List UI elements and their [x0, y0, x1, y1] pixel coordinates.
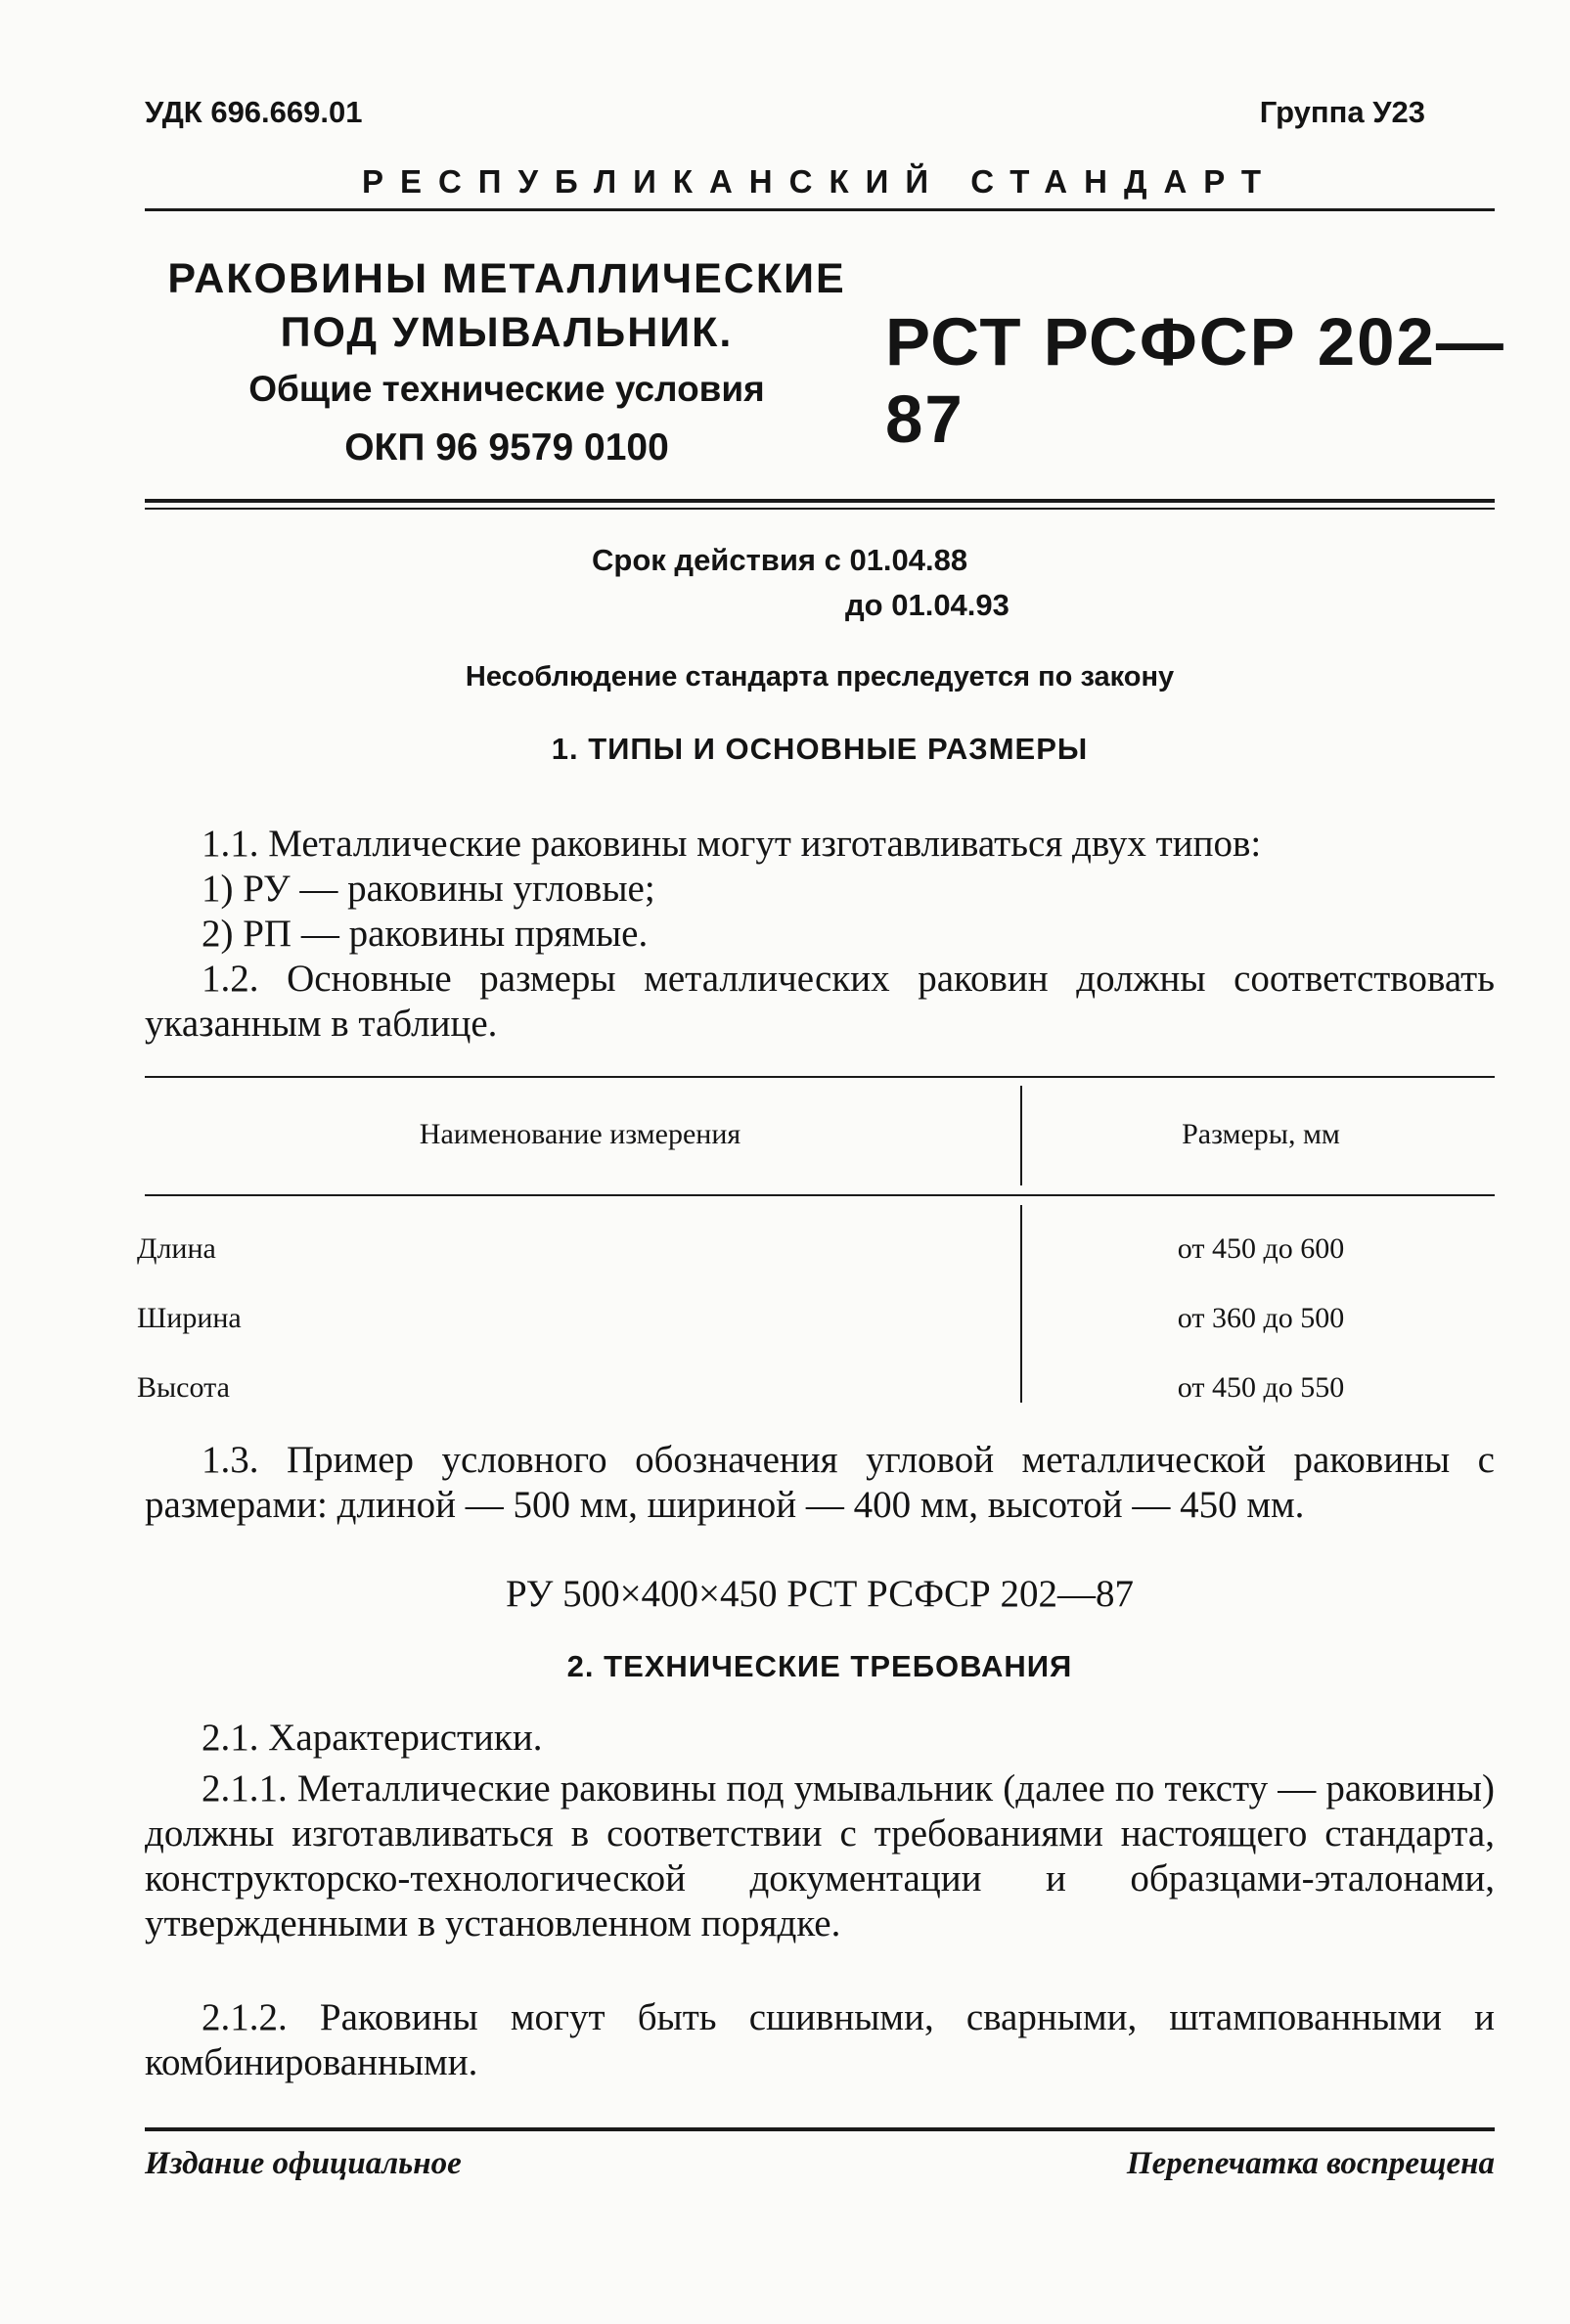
law-notice: Несоблюдение стандарта преследуется по закону: [465, 661, 1175, 693]
title-rule-thin: [145, 508, 1495, 510]
standard-designation: РСТ РСФСР 202—87: [885, 304, 1505, 457]
table-header-rule: [145, 1194, 1495, 1196]
table-row-value: от 360 до 500: [1177, 1302, 1345, 1334]
paragraph-1-1-item-1: 1) РУ — раковины угловые;: [202, 868, 655, 910]
footer-rule: [145, 2127, 1495, 2131]
paragraph-1-3: 1.3. Пример условного обозначения угловой металлической раковины с размерами: длиной — 500 мм, шириной — 400 мм, высотой — 450 мм.: [145, 1439, 1495, 1526]
title-block: [145, 252, 869, 477]
paragraph-2-1-1: 2.1.1. Металлические раковины под умывальник (далее по тексту — раковины) должны изготавливаться в соответствии с требованиями настоящего стандарта, конструкторско-технологической документации и образцами-эталонами, утвержденными в установленном порядке.: [145, 1767, 1495, 1944]
paragraph-1-2: 1.2. Основные размеры металлических раковин должны соответствовать указанным в таблице.: [145, 958, 1495, 1045]
header-rule: [145, 208, 1495, 211]
table-row-value: от 450 до 550: [1177, 1371, 1345, 1404]
title-line-1: РАКОВИНЫ МЕТАЛЛИЧЕСКИЕ: [167, 255, 846, 302]
section-1-heading: 1. ТИПЫ И ОСНОВНЫЕ РАЗМЕРЫ: [551, 732, 1089, 766]
table-header-size: Размеры, мм: [1182, 1118, 1340, 1150]
table-row-name: Длина: [137, 1232, 216, 1265]
paragraph-1-1: 1.1. Металлические раковины могут изготавливаться двух типов:: [202, 823, 1262, 865]
title-line-2: ПОД УМЫВАЛЬНИК.: [280, 309, 734, 356]
group-code: Группа У23: [1259, 95, 1425, 129]
table-header-name: Наименование измерения: [419, 1118, 741, 1150]
okp-code: ОКП 96 9579 0100: [344, 426, 669, 469]
udk-code: УДК 696.669.01: [145, 95, 363, 129]
table-column-divider: [1020, 1205, 1022, 1403]
paragraph-2-1-2: 2.1.2. Раковины могут быть сшивными, сварными, штампованными и комбинированными.: [145, 1996, 1495, 2083]
paragraph-2-1: 2.1. Характеристики.: [202, 1717, 543, 1759]
validity-period: [592, 538, 1009, 628]
validity-to: до 01.04.93: [845, 588, 1009, 622]
footer-official-edition: Издание официальное: [145, 2146, 462, 2181]
validity-from: Срок действия с 01.04.88: [592, 543, 968, 577]
table-row-value: от 450 до 600: [1177, 1232, 1345, 1265]
republic-standard-heading: РЕСПУБЛИКАНСКИЙ СТАНДАРТ: [361, 163, 1278, 200]
designation-example: РУ 500×400×450 РСТ РСФСР 202—87: [505, 1573, 1134, 1615]
title-rule-thick: [145, 499, 1495, 503]
title-subtitle: Общие технические условия: [248, 369, 765, 409]
table-column-divider: [1020, 1086, 1022, 1185]
table-row-name: Ширина: [137, 1302, 242, 1334]
paragraph-1-1-item-2: 2) РП — раковины прямые.: [202, 913, 649, 955]
footer-reprint-prohibited: Перепечатка воспрещена: [1126, 2146, 1495, 2181]
table-row-name: Высота: [137, 1371, 230, 1404]
table-top-rule: [145, 1076, 1495, 1078]
section-2-heading: 2. ТЕХНИЧЕСКИЕ ТРЕБОВАНИЯ: [566, 1649, 1073, 1683]
